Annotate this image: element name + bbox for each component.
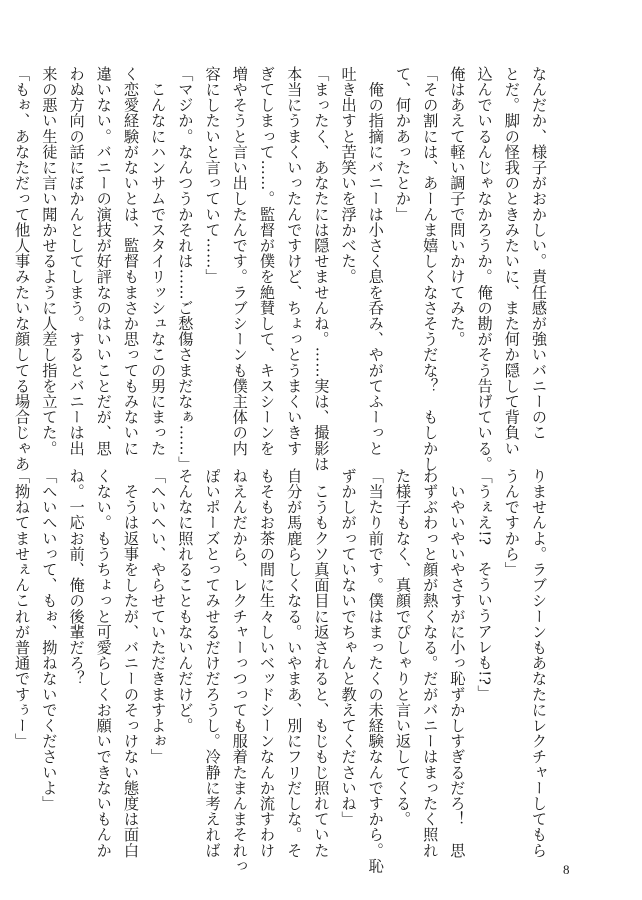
text-line: もそもお茶の間に生々しいベッドシーンなんか流すわけ — [257, 468, 276, 858]
text-line: 「マジか。なんつうかそれは……ご愁傷さまだなぁ……」 — [176, 66, 195, 472]
text-line: 込んでいるんじゃなかろうか。俺の勘がそう告げている。 — [475, 66, 494, 472]
text-line: いやいやいやさすがに小っ恥ずかしすぎるだろ！ 思 — [448, 468, 467, 858]
text-line: 本当にうまくいったんですけど、ちょっとうまくいきす — [285, 66, 304, 456]
text-line: りませんよ。ラブシーンもあなたにレクチャーしてもら — [530, 468, 548, 858]
text-line: く恋愛経験がないとは、監督もまさか思ってもみないに — [121, 66, 140, 456]
text-line: ぽいポーズとってみせるだけだろうし。冷静に考えれば — [203, 468, 222, 858]
text-line: 「その割には、あーんま嬉しくなさそうだな？ もしかし — [421, 66, 440, 472]
text-line: 「当たり前です。僕はまったくの未経験なんですから。恥 — [366, 468, 385, 874]
text-line: 増やそうと言い出したんです。ラブシーンも僕主体の内 — [230, 66, 249, 456]
text-line: 「拗ねてませぇんこれが普通ですぅー」 — [13, 468, 32, 749]
text-line: ぎてしまって……。監督が僕を絶賛して、キスシーンを — [257, 66, 276, 456]
text-line: 来の悪い生徒に言い聞かせるように人差し指を立てた。 — [40, 66, 59, 456]
text-line: 「まったく、あなたには隠せませんね。……実は、撮影は — [312, 66, 331, 472]
text-line: ずかしがっていないでちゃんと教えてくださいね」 — [339, 468, 358, 827]
text-line: なんだか、様子がおかしい。責任感が強いバニーのこ — [530, 66, 548, 441]
text-line: た様子もなく、真顔でぴしゃりと言い返してくる。 — [393, 468, 412, 827]
text-line: 俺の指摘にバニーは小さく息を呑み、やがてふーっと — [366, 66, 385, 456]
text-line: 「もぉ、あなただって他人事みたいな顔してる場合じゃあ — [13, 66, 32, 472]
text-line: こうもクソ真面目に返されると、もじもじ照れていた — [312, 468, 331, 858]
text-line: 「へいへい、やらせていただきますよぉ」 — [149, 468, 168, 765]
text-line: て、何かあったとか」 — [393, 66, 412, 222]
text-line: そんなに照れることもないんだけど。 — [176, 468, 195, 734]
text-line: ね。一応お前、俺の後輩だろ？ — [67, 468, 86, 687]
text-line: 自分が馬鹿らしくなる。いやまあ、別にフリだしな。そ — [285, 468, 304, 858]
text-line: そうは返事をしたが、バニーのそっけない態度は面白 — [121, 468, 140, 858]
text-line: 吐き出すと苦笑いを浮かべた。 — [339, 66, 358, 285]
text-line: 容にしたいと言っていて……」 — [203, 66, 222, 285]
text-line: 「へいへいって、もぉ、拗ねないでくださいよ」 — [40, 468, 59, 812]
top-text-block — [13, 66, 552, 472]
text-line: 「うぇえ!? そういうアレも!?」 — [475, 468, 494, 701]
text-line: とだ。脚の怪我のときみたいに、また何か隠して背負い — [502, 66, 521, 456]
text-line: うんですから」 — [502, 468, 521, 578]
text-line: ねえんだから、レクチャーっつっても服着たまんまそれっ — [230, 468, 249, 874]
text-line: こんなにハンサムでスタイリッシュなこの男にまった — [149, 66, 168, 456]
text-line: 違いない。バニーの演技が好評なのはいいことだが、思 — [94, 66, 113, 456]
text-line: わずぶわっと顔が熱くなる。だがバニーはまったく照れ — [421, 468, 440, 858]
text-line: くない。もうちょっと可愛らしくお願いできないもんか — [94, 468, 113, 858]
page-number: 8 — [563, 862, 570, 877]
bottom-text-block — [13, 468, 552, 874]
text-line: わぬ方向の話にぼかんとしてしまう。するとバニーは出 — [67, 66, 86, 456]
text-line: 俺はあえて軽い調子で問いかけてみた。 — [448, 66, 467, 347]
